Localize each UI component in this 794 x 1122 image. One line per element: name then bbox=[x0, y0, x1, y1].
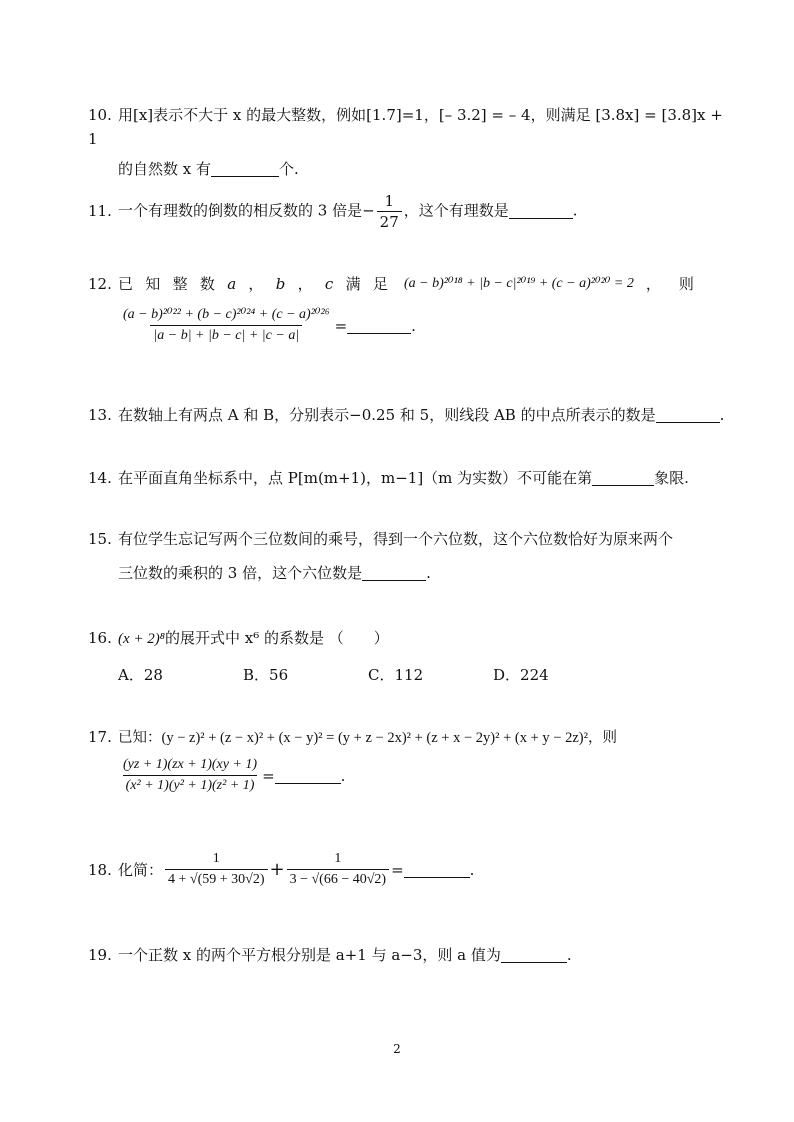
choices bbox=[88, 663, 728, 687]
answer-blank[interactable] bbox=[501, 947, 567, 963]
fraction-denominator: (x² + 1)(y² + 1)(z² + 1) bbox=[123, 775, 258, 795]
choice-b[interactable]: B．56 bbox=[243, 666, 289, 684]
answer-blank[interactable] bbox=[592, 470, 654, 486]
question-number: 18. bbox=[88, 860, 112, 879]
page-number: 2 bbox=[393, 1042, 401, 1056]
word: c bbox=[324, 275, 334, 293]
answer-blank[interactable] bbox=[347, 318, 411, 334]
word: 满 bbox=[345, 275, 361, 293]
question-13 bbox=[88, 403, 728, 427]
plus-sign: + bbox=[269, 858, 285, 880]
fraction-numerator: 1 bbox=[334, 851, 342, 866]
question-12 bbox=[88, 272, 728, 345]
equals-sign: = bbox=[262, 766, 275, 785]
word: 数 bbox=[199, 275, 215, 293]
question-text: 在数轴上有两点 A 和 B，分别表示−0.25 和 5，则线段 AB 的中点所表示的数是 bbox=[118, 406, 656, 424]
period: . bbox=[469, 860, 475, 879]
fraction-numerator: 1 bbox=[212, 851, 220, 866]
fraction-denominator: 4 + √(59 + 30√2) bbox=[165, 869, 267, 889]
answer-blank[interactable] bbox=[211, 161, 279, 177]
question-17 bbox=[88, 725, 738, 795]
fraction-denominator: 27 bbox=[377, 211, 402, 231]
fraction-denominator: |a − b| + |b − c| + |c − a| bbox=[150, 325, 302, 345]
answer-blank[interactable] bbox=[275, 768, 341, 784]
question-number: 15. bbox=[88, 530, 112, 548]
question-text: 的自然数 x 有 bbox=[118, 160, 211, 178]
fraction-numerator: 1 bbox=[384, 192, 394, 210]
period: . bbox=[426, 564, 431, 582]
answer-blank[interactable] bbox=[656, 407, 720, 423]
question-number: 11. bbox=[88, 201, 112, 220]
period: . bbox=[340, 766, 346, 785]
question-19 bbox=[88, 943, 728, 967]
fraction bbox=[377, 192, 402, 231]
question-text: 个. bbox=[279, 160, 299, 178]
fraction bbox=[287, 850, 389, 889]
period: . bbox=[411, 316, 416, 335]
question-text: 已知：(y − z)² + (z − x)² + (x − y)² = (y + z − 2x)² + (z + x − 2y)² + (x + y − 2z)²，则 bbox=[118, 730, 617, 746]
question-text: 象限. bbox=[654, 469, 689, 487]
question-14 bbox=[88, 466, 728, 490]
fraction bbox=[120, 306, 333, 345]
period: . bbox=[719, 406, 725, 424]
question-text: 有位学生忘记写两个三位数间的乘号，得到一个六位数，这个六位数恰好为原来两个 bbox=[118, 530, 674, 548]
question-number: 19. bbox=[88, 946, 112, 964]
answer-blank[interactable] bbox=[362, 565, 426, 581]
choice-a[interactable]: A．28 bbox=[118, 666, 163, 684]
question-number: 10. bbox=[88, 106, 112, 124]
question-number: 17. bbox=[88, 728, 112, 746]
question-text: 用[x]表示不大于 x 的最大整数，例如[1.7]=1，[– 3.2] = – 4，则满足 [3.8x] = [3.8]x + 1 bbox=[88, 106, 723, 148]
question-text: 一个正数 x 的两个平方根分别是 a+1 与 a−3，则 a 值为 bbox=[118, 946, 501, 964]
choice-d[interactable]: D．224 bbox=[493, 666, 549, 684]
question-16 bbox=[88, 626, 728, 687]
fraction-numerator: (a − b)²⁰²² + (b − c)²⁰²⁴ + (c − a)²⁰²⁶ bbox=[123, 307, 330, 322]
fraction-denominator: 3 − √(66 − 40√2) bbox=[287, 869, 389, 889]
fraction bbox=[120, 756, 260, 795]
word: 已 bbox=[118, 275, 134, 293]
question-10 bbox=[88, 103, 728, 181]
fraction-numerator: (yz + 1)(zx + 1)(xy + 1) bbox=[123, 757, 258, 772]
question-text: 一个有理数的倒数的相反数的 3 倍是 bbox=[118, 201, 363, 220]
question-text: 三位数的乘积的 3 倍，这个六位数是 bbox=[118, 564, 363, 582]
question-number: 12. bbox=[88, 275, 112, 293]
question-number: 13. bbox=[88, 406, 112, 424]
choice-c[interactable]: C．112 bbox=[368, 666, 424, 684]
question-text: 则 bbox=[678, 275, 694, 293]
word: b bbox=[275, 275, 286, 293]
question-18 bbox=[88, 850, 728, 889]
question-text: ，这个有理数是 bbox=[403, 201, 509, 220]
question-11 bbox=[88, 192, 728, 231]
word: ， bbox=[248, 275, 264, 293]
question-text: 在平面直角坐标系中，点 P[m(m+1)，m−1]（m 为实数）不可能在第 bbox=[118, 469, 593, 487]
expression: (x + 2)⁸ bbox=[118, 631, 165, 647]
word: ， bbox=[297, 275, 313, 293]
question-text: 化简： bbox=[118, 860, 164, 879]
equals-sign: = bbox=[391, 860, 404, 879]
question-number: 16. bbox=[88, 629, 112, 647]
word: a bbox=[227, 275, 237, 293]
question-text: 的展开式中 x⁶ 的系数是 （ ） bbox=[165, 629, 389, 647]
period: . bbox=[566, 946, 572, 964]
question-15 bbox=[88, 527, 728, 585]
word: 知 bbox=[145, 275, 161, 293]
answer-blank[interactable] bbox=[509, 203, 573, 219]
answer-blank[interactable] bbox=[404, 862, 470, 878]
fraction bbox=[165, 850, 267, 889]
word: 整 bbox=[172, 275, 188, 293]
question-text bbox=[118, 272, 388, 296]
comma: ， bbox=[645, 275, 661, 293]
word: 足 bbox=[372, 275, 388, 293]
question-number: 14. bbox=[88, 469, 112, 487]
equals-sign: = bbox=[334, 316, 348, 335]
period: . bbox=[572, 201, 578, 220]
condition-formula: (a − b)²⁰¹⁸ + |b − c|²⁰¹⁹ + (c − a)²⁰²⁰ = 2 bbox=[404, 276, 634, 291]
minus-sign: − bbox=[362, 201, 375, 220]
